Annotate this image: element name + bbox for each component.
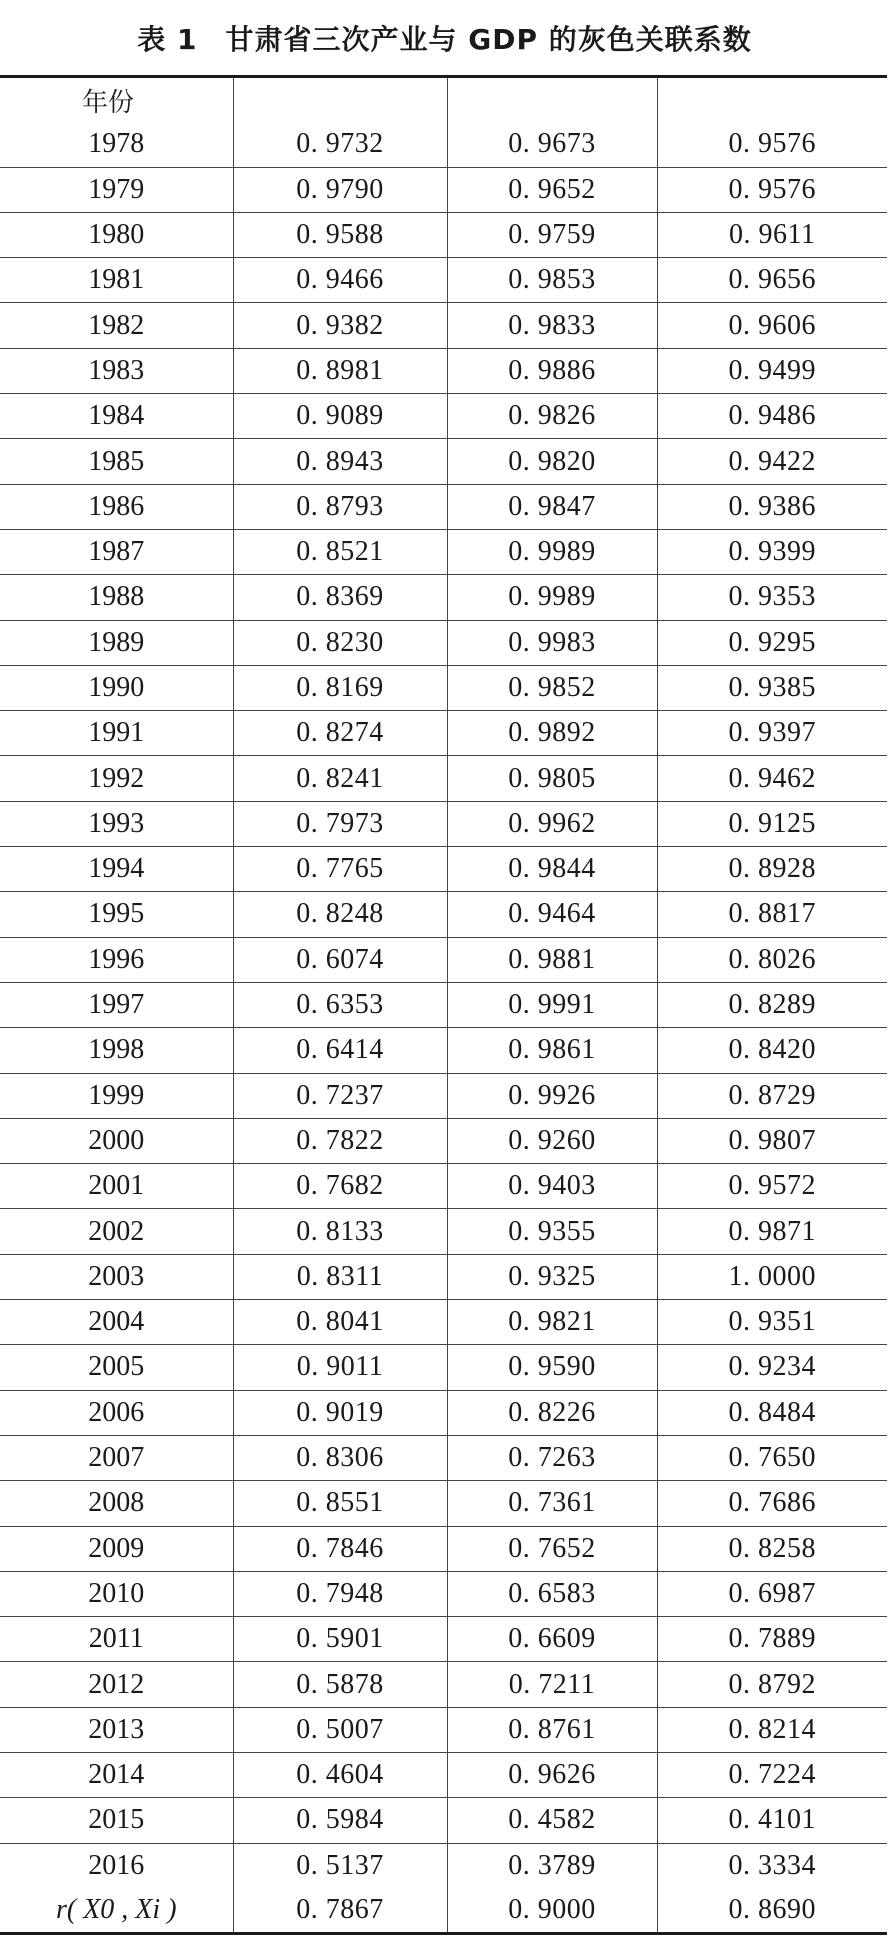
- grey-correlation-table: [0, 75, 887, 1935]
- table-row: [0, 801, 887, 846]
- coefficient-cell: 0. 9260: [447, 1118, 657, 1163]
- year-cell: 1978: [88, 128, 145, 160]
- coefficient-cell: 0. 7224: [657, 1752, 887, 1797]
- year-cell: 1998: [0, 1028, 233, 1073]
- coefficient-cell: 0. 8484: [657, 1390, 887, 1435]
- coefficient-cell: 0. 8928: [657, 847, 887, 892]
- coefficient-cell: 0. 7237: [233, 1073, 447, 1118]
- coefficient-cell: 0. 9462: [657, 756, 887, 801]
- coefficient-cell: 0. 7973: [233, 801, 447, 846]
- table-row: [0, 982, 887, 1027]
- coefficient-cell: 0. 7652: [447, 1526, 657, 1571]
- year-cell: 1986: [0, 484, 233, 529]
- coefficient-cell: 0. 8248: [233, 892, 447, 937]
- coefficient-cell: 0. 6353: [233, 982, 447, 1027]
- table-row: [0, 1798, 887, 1843]
- coefficient-cell: 0. 8230: [233, 620, 447, 665]
- year-cell: 1989: [0, 620, 233, 665]
- coefficient-cell: 0. 5984: [233, 1798, 447, 1843]
- coefficient-cell: 0. 9351: [657, 1300, 887, 1345]
- coefficient-cell: 0. 8943: [233, 439, 447, 484]
- coefficient-cell: 0. 7686: [657, 1481, 887, 1526]
- year-cell: 2006: [0, 1390, 233, 1435]
- coefficient-cell: 0. 8420: [657, 1028, 887, 1073]
- year-cell: 2007: [0, 1435, 233, 1480]
- coefficient-cell: 0. 9089: [233, 394, 447, 439]
- coefficient-cell: 0. 9892: [447, 711, 657, 756]
- coefficient-cell: 0. 9652: [447, 167, 657, 212]
- coefficient-cell: 0. 9399: [657, 529, 887, 574]
- year-cell: 2009: [0, 1526, 233, 1571]
- table-row: [0, 620, 887, 665]
- year-cell: 2000: [0, 1118, 233, 1163]
- coefficient-cell: 0. 8169: [233, 665, 447, 710]
- year-cell: 1980: [0, 212, 233, 257]
- table-title: 甘肃省三次产业与 GDP 的灰色关联系数: [225, 22, 752, 56]
- coefficient-cell: 0. 9499: [657, 348, 887, 393]
- table-row: [0, 1662, 887, 1707]
- coefficient-cell: 0. 8729: [657, 1073, 887, 1118]
- table-row: [0, 1164, 887, 1209]
- coefficient-cell: 0. 9820: [447, 439, 657, 484]
- summary-label: r( X0 , Xi ): [55, 1894, 177, 1926]
- table-row: [0, 1300, 887, 1345]
- table-row: [0, 575, 887, 620]
- coefficient-cell: 0. 5007: [233, 1707, 447, 1752]
- table-row: [0, 1390, 887, 1435]
- coefficient-cell: 0. 9403: [447, 1164, 657, 1209]
- coefficient-cell: 0. 9847: [447, 484, 657, 529]
- coefficient-cell: 0. 6987: [657, 1571, 887, 1616]
- coefficient-cell: 0. 9606: [657, 303, 887, 348]
- year-cell: 1997: [0, 982, 233, 1027]
- table-row: [0, 258, 887, 303]
- table-row: [0, 348, 887, 393]
- table-row: [0, 303, 887, 348]
- table-row: [0, 711, 887, 756]
- coefficient-cell: 0. 9833: [447, 303, 657, 348]
- coefficient-cell: 0. 9234: [657, 1345, 887, 1390]
- coefficient-cell: 0. 9385: [657, 665, 887, 710]
- coefficient-cell: 0. 9759: [447, 212, 657, 257]
- coefficient-cell: 0. 7822: [233, 1118, 447, 1163]
- table-row: [0, 122, 887, 167]
- year-cell: 2014: [0, 1752, 233, 1797]
- coefficient-cell: 0. 8289: [657, 982, 887, 1027]
- year-cell: 1996: [0, 937, 233, 982]
- coefficient-cell: 0. 9881: [447, 937, 657, 982]
- table-row: [0, 1707, 887, 1752]
- coefficient-cell: 0. 9886: [447, 348, 657, 393]
- coefficient-cell: 0. 9656: [657, 258, 887, 303]
- header-col-1: [233, 77, 447, 123]
- coefficient-cell: 0. 3789: [447, 1843, 657, 1888]
- table-row: [0, 892, 887, 937]
- summary-row: [0, 1888, 887, 1934]
- coefficient-cell: 0. 9852: [447, 665, 657, 710]
- coefficient-cell: 0. 9397: [657, 711, 887, 756]
- coefficient-cell: 0. 8761: [447, 1707, 657, 1752]
- table-header-row: [0, 77, 887, 123]
- table-row: [0, 1254, 887, 1299]
- summary-value: 0. 8690: [657, 1888, 887, 1934]
- coefficient-cell: 0. 8551: [233, 1481, 447, 1526]
- table-row: [0, 1435, 887, 1480]
- coefficient-cell: 0. 9926: [447, 1073, 657, 1118]
- year-cell: 1994: [0, 847, 233, 892]
- year-cell: 1999: [0, 1073, 233, 1118]
- table-row: [0, 1073, 887, 1118]
- coefficient-cell: 0. 5878: [233, 1662, 447, 1707]
- coefficient-cell: 0. 9844: [447, 847, 657, 892]
- coefficient-cell: 0. 6583: [447, 1571, 657, 1616]
- coefficient-cell: 0. 9989: [447, 529, 657, 574]
- coefficient-cell: 0. 8369: [233, 575, 447, 620]
- coefficient-cell: 0. 9590: [447, 1345, 657, 1390]
- year-cell: 1991: [0, 711, 233, 756]
- coefficient-cell: 0. 4582: [447, 1798, 657, 1843]
- year-cell: 2013: [0, 1707, 233, 1752]
- table-row: [0, 1526, 887, 1571]
- year-cell: 1985: [0, 439, 233, 484]
- coefficient-cell: 0. 7650: [657, 1435, 887, 1480]
- coefficient-cell: 0. 6609: [447, 1617, 657, 1662]
- table-row: [0, 1345, 887, 1390]
- table-row: [0, 1209, 887, 1254]
- coefficient-cell: 0. 4604: [233, 1752, 447, 1797]
- coefficient-cell: 0. 9464: [447, 892, 657, 937]
- year-cell: 1988: [0, 575, 233, 620]
- coefficient-cell: 0. 9422: [657, 439, 887, 484]
- table-row: [0, 1843, 887, 1888]
- year-cell: 2012: [0, 1662, 233, 1707]
- table-row: [0, 665, 887, 710]
- coefficient-cell: 0. 9826: [447, 394, 657, 439]
- coefficient-cell: 1. 0000: [657, 1254, 887, 1299]
- year-cell: 2015: [0, 1798, 233, 1843]
- year-cell: 2010: [0, 1571, 233, 1616]
- coefficient-cell: 0. 9576: [657, 167, 887, 212]
- table-row: [0, 937, 887, 982]
- year-cell: 1995: [0, 892, 233, 937]
- coefficient-cell: 0. 8274: [233, 711, 447, 756]
- table-row: [0, 1118, 887, 1163]
- coefficient-cell: 0. 7361: [447, 1481, 657, 1526]
- table-row: [0, 439, 887, 484]
- year-cell: 2008: [0, 1481, 233, 1526]
- coefficient-cell: 0. 5901: [233, 1617, 447, 1662]
- coefficient-cell: 0. 5137: [233, 1843, 447, 1888]
- coefficient-cell: 0. 9019: [233, 1390, 447, 1435]
- coefficient-cell: 0. 9588: [233, 212, 447, 257]
- year-cell: 2002: [0, 1209, 233, 1254]
- coefficient-cell: 0. 9790: [233, 167, 447, 212]
- coefficient-cell: 0. 8311: [233, 1254, 447, 1299]
- year-cell: 2016: [0, 1843, 233, 1888]
- coefficient-cell: 0. 9466: [233, 258, 447, 303]
- year-cell: 1979: [0, 167, 233, 212]
- coefficient-cell: 0. 8041: [233, 1300, 447, 1345]
- coefficient-cell: 0. 9962: [447, 801, 657, 846]
- year-cell: 2003: [0, 1254, 233, 1299]
- coefficient-cell: 0. 9991: [447, 982, 657, 1027]
- coefficient-cell: 0. 9576: [657, 122, 887, 167]
- year-cell: 2004: [0, 1300, 233, 1345]
- summary-value: 0. 7867: [233, 1888, 447, 1934]
- coefficient-cell: 0. 9807: [657, 1118, 887, 1163]
- coefficient-cell: 0. 9353: [657, 575, 887, 620]
- table-row: [0, 1028, 887, 1073]
- coefficient-cell: 0. 8792: [657, 1662, 887, 1707]
- coefficient-cell: 0. 9572: [657, 1164, 887, 1209]
- coefficient-cell: 0. 9486: [657, 394, 887, 439]
- header-col-2: [447, 77, 657, 123]
- year-cell: 2005: [0, 1345, 233, 1390]
- coefficient-cell: 0. 7948: [233, 1571, 447, 1616]
- header-col-3: [657, 77, 887, 123]
- year-cell: 1982: [0, 303, 233, 348]
- table-row: [0, 756, 887, 801]
- coefficient-cell: 0. 8258: [657, 1526, 887, 1571]
- year-cell: 1981: [0, 258, 233, 303]
- coefficient-cell: 0. 7889: [657, 1617, 887, 1662]
- coefficient-cell: 0. 9125: [657, 801, 887, 846]
- table-row: [0, 484, 887, 529]
- coefficient-cell: 0. 9382: [233, 303, 447, 348]
- coefficient-cell: 0. 7211: [447, 1662, 657, 1707]
- year-cell: 2001: [0, 1164, 233, 1209]
- coefficient-cell: 0. 7682: [233, 1164, 447, 1209]
- coefficient-cell: 0. 6414: [233, 1028, 447, 1073]
- table-row: [0, 1571, 887, 1616]
- table-caption: [0, 0, 889, 75]
- coefficient-cell: 0. 8817: [657, 892, 887, 937]
- coefficient-cell: 0. 9989: [447, 575, 657, 620]
- coefficient-cell: 0. 9805: [447, 756, 657, 801]
- header-year: 年份: [82, 87, 135, 118]
- table-row: [0, 847, 887, 892]
- table-number: 表 1: [137, 22, 198, 56]
- year-cell: 1983: [0, 348, 233, 393]
- coefficient-cell: 0. 9871: [657, 1209, 887, 1254]
- coefficient-cell: 0. 9861: [447, 1028, 657, 1073]
- coefficient-cell: 0. 9853: [447, 258, 657, 303]
- year-cell: 1990: [0, 665, 233, 710]
- summary-value: 0. 9000: [447, 1888, 657, 1934]
- coefficient-cell: 0. 9325: [447, 1254, 657, 1299]
- year-cell: 2011: [0, 1617, 233, 1662]
- coefficient-cell: 0. 8793: [233, 484, 447, 529]
- table-row: [0, 1617, 887, 1662]
- coefficient-cell: 0. 7846: [233, 1526, 447, 1571]
- coefficient-cell: 0. 9626: [447, 1752, 657, 1797]
- coefficient-cell: 0. 3334: [657, 1843, 887, 1888]
- coefficient-cell: 0. 8306: [233, 1435, 447, 1480]
- table-row: [0, 529, 887, 574]
- coefficient-cell: 0. 9386: [657, 484, 887, 529]
- table-body: [0, 122, 887, 1888]
- coefficient-cell: 0. 4101: [657, 1798, 887, 1843]
- coefficient-cell: 0. 7765: [233, 847, 447, 892]
- coefficient-cell: 0. 9732: [233, 122, 447, 167]
- coefficient-cell: 0. 8241: [233, 756, 447, 801]
- table-row: [0, 1752, 887, 1797]
- table-row: [0, 212, 887, 257]
- coefficient-cell: 0. 9821: [447, 1300, 657, 1345]
- coefficient-cell: 0. 8226: [447, 1390, 657, 1435]
- coefficient-cell: 0. 9011: [233, 1345, 447, 1390]
- coefficient-cell: 0. 9355: [447, 1209, 657, 1254]
- coefficient-cell: 0. 9673: [447, 122, 657, 167]
- coefficient-cell: 0. 9983: [447, 620, 657, 665]
- coefficient-cell: 0. 9295: [657, 620, 887, 665]
- coefficient-cell: 0. 8981: [233, 348, 447, 393]
- coefficient-cell: 0. 6074: [233, 937, 447, 982]
- year-cell: 1987: [0, 529, 233, 574]
- coefficient-cell: 0. 7263: [447, 1435, 657, 1480]
- coefficient-cell: 0. 8521: [233, 529, 447, 574]
- coefficient-cell: 0. 8214: [657, 1707, 887, 1752]
- year-cell: 1993: [0, 801, 233, 846]
- year-cell: 1992: [0, 756, 233, 801]
- coefficient-cell: 0. 9611: [657, 212, 887, 257]
- year-cell: 1984: [0, 394, 233, 439]
- coefficient-cell: 0. 8026: [657, 937, 887, 982]
- table-row: [0, 167, 887, 212]
- coefficient-cell: 0. 8133: [233, 1209, 447, 1254]
- table-row: [0, 394, 887, 439]
- table-row: [0, 1481, 887, 1526]
